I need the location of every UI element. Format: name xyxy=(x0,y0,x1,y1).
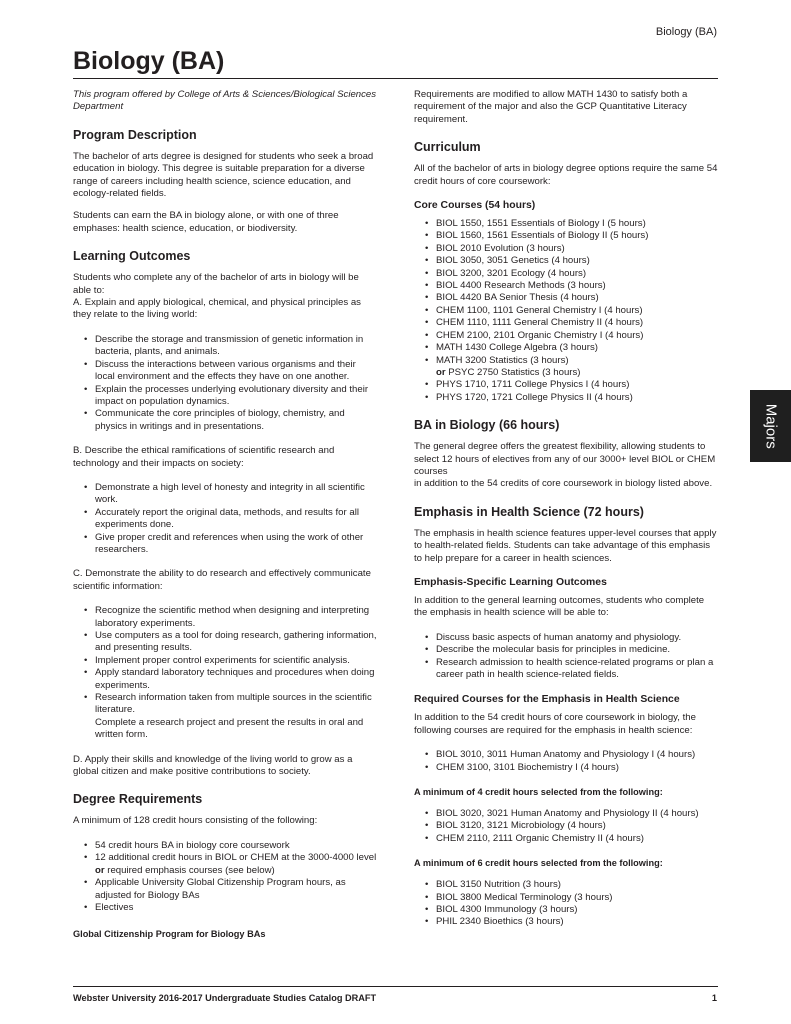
list-item xyxy=(95,852,378,877)
list-item: • Accurately report the original data, methods, and results for all experiments done. xyxy=(95,507,378,532)
outcome-a-heading: A. Explain and apply biological, chemical, and physical principles as they relate to the living world: xyxy=(73,297,361,321)
minimum-4-credits-list xyxy=(414,808,720,845)
majors-side-tab xyxy=(750,390,791,462)
list-item: • Explain the processes underlying evolutionary diversity and their impact on population dynamics. xyxy=(95,384,378,409)
outcome-d-paragraph: D. Apply their skills and knowledge of the living world to grow as a global citizen and make positive contributions to society. xyxy=(73,753,353,778)
course-item: • CHEM 1100, 1101 General Chemistry I (4 hours) xyxy=(436,305,720,317)
list-item: • Discuss basic aspects of human anatomy and physiology. xyxy=(436,632,720,644)
course-item: • CHEM 3100, 3101 Biochemistry I (4 hours) xyxy=(436,762,720,774)
core-courses-heading: Core Courses (54 hours) xyxy=(414,200,536,212)
course-item: • BIOL 3200, 3201 Ecology (4 hours) xyxy=(436,268,720,280)
list-item: • Implement proper control experiments for scientific analysis. xyxy=(95,655,378,667)
required-courses-heading: Required Courses for the Emphasis in Health Science xyxy=(414,694,680,706)
course-item: • BIOL 3010, 3011 Human Anatomy and Physiology I (4 hours) xyxy=(436,749,720,761)
course-item: • CHEM 1110, 1111 General Chemistry II (4 hours) xyxy=(436,317,720,329)
footer-catalog-title: Webster University 2016-2017 Undergraduate Studies Catalog DRAFT xyxy=(73,993,377,1003)
degree-requirements-list xyxy=(73,840,378,914)
course-item: • MATH 1430 College Algebra (3 hours) xyxy=(436,342,720,354)
curriculum-heading: Curriculum xyxy=(414,140,481,155)
or-label: or xyxy=(436,366,446,378)
ba-biology-paragraph: The general degree offers the greatest flexibility, allowing students to select 12 hours of electives from any of our 3000+ level BIOL or CHEM courses xyxy=(414,441,716,477)
footer-divider xyxy=(73,986,718,987)
program-offered-by: This program offered by College of Arts & Sciences/Biological Sciences Department xyxy=(73,89,377,113)
left-column xyxy=(73,89,378,950)
course-item: • BIOL 4300 Immunology (3 hours) xyxy=(436,904,720,916)
program-description-paragraph: The bachelor of arts degree is designed for students who seek a broad education in biology. This degree is suitable preparation for a diverse range of careers including health science, science education, and ecology-related fields. xyxy=(73,150,374,200)
list-item: • Communicate the core principles of biology, chemistry, and physics in writings and in presentations. xyxy=(95,408,378,433)
course-item: • PHIL 2340 Bioethics (3 hours) xyxy=(436,916,720,928)
course-item: • BIOL 3120, 3121 Microbiology (4 hours) xyxy=(436,820,720,832)
degree-requirements-heading: Degree Requirements xyxy=(73,792,203,807)
title-divider xyxy=(73,78,718,79)
required-courses-intro: In addition to the 54 credit hours of core coursework in biology, the following courses are required for the emphasis in health science: xyxy=(414,712,696,736)
curriculum-intro: All of the bachelor of arts in biology degree options require the same 54 credit hours of core coursework: xyxy=(414,163,718,187)
list-item-text: required emphasis courses (see below) xyxy=(104,864,275,876)
health-science-intro: The emphasis in health science features upper-level courses that apply to health-related fields. Students can take advantage of this emphasis to help prepare for a career in health sciences. xyxy=(414,527,717,564)
course-text: MATH 3200 Statistics (3 hours) xyxy=(436,354,569,366)
program-description-heading: Program Description xyxy=(73,127,197,142)
list-item-text: 12 additional credit hours in BIOL or CHEM at the 3000-4000 level xyxy=(95,852,377,864)
course-item: • CHEM 2100, 2101 Organic Chemistry I (4 hours) xyxy=(436,330,720,342)
course-item: • BIOL 4400 Research Methods (3 hours) xyxy=(436,280,720,292)
course-item: • BIOL 1550, 1551 Essentials of Biology I (5 hours) xyxy=(436,218,720,230)
course-item: • BIOL 4420 BA Senior Thesis (4 hours) xyxy=(436,292,720,304)
course-item: • BIOL 1560, 1561 Essentials of Biology II (5 hours) xyxy=(436,230,720,242)
or-label: or xyxy=(95,864,105,876)
list-item: • Discuss the interactions between various organisms and their local environment and the effects they have on one another. xyxy=(95,359,378,384)
course-text: PSYC 2750 Statistics (3 hours) xyxy=(445,366,581,378)
page-number: 1 xyxy=(711,993,717,1003)
health-science-heading: Emphasis in Health Science (72 hours) xyxy=(414,504,644,519)
list-item: • Describe the molecular basis for principles in medicine. xyxy=(436,644,720,656)
course-item: • BIOL 3150 Nutrition (3 hours) xyxy=(436,879,720,891)
list-item: • 54 credit hours BA in biology core coursework xyxy=(95,840,378,852)
course-item: • BIOL 3050, 3051 Genetics (4 hours) xyxy=(436,255,720,267)
course-item: • BIOL 3020, 3021 Human Anatomy and Physiology II (4 hours) xyxy=(436,808,720,820)
list-item: • Demonstrate a high level of honesty and integrity in all scientific work. xyxy=(95,482,378,507)
ba-biology-heading: BA in Biology (66 hours) xyxy=(414,418,560,433)
course-item: • BIOL 3800 Medical Terminology (3 hours) xyxy=(436,892,720,904)
ba-biology-paragraph: in addition to the 54 credits of core coursework in biology listed above. xyxy=(414,478,713,490)
outcome-b-heading: B. Describe the ethical ramifications of scientific research and technology and their impacts on society: xyxy=(73,445,335,469)
outcome-c-heading: C. Demonstrate the ability to do research and effectively communicate scientific information: xyxy=(73,568,371,592)
course-item xyxy=(436,355,720,380)
list-item: • Apply standard laboratory techniques and procedures when doing experiments. xyxy=(95,667,378,692)
minimum-6-credits-list xyxy=(414,879,720,929)
course-item: • PHYS 1710, 1711 College Physics I (4 hours) xyxy=(436,379,720,391)
outcome-a-list xyxy=(73,334,378,433)
list-item: • Give proper credit and references when using the work of other researchers. xyxy=(95,532,378,557)
list-item: • Use computers as a tool for doing research, gathering information, and presenting results. xyxy=(95,630,378,655)
outcome-c-list xyxy=(73,605,378,741)
list-item: • Electives xyxy=(95,902,378,914)
list-item xyxy=(95,692,378,742)
page-title: Biology (BA) xyxy=(73,47,225,75)
required-courses-list xyxy=(414,749,720,774)
right-column xyxy=(414,89,720,941)
learning-outcomes-heading: Learning Outcomes xyxy=(73,249,191,264)
emphasis-outcomes-list xyxy=(414,632,720,682)
gcp-note: Requirements are modified to allow MATH 1430 to satisfy both a requirement of the major and also the GCP Quantitative Literacy requirement. xyxy=(414,89,688,125)
list-item: • Recognize the scientific method when designing and interpreting laboratory experiments. xyxy=(95,605,378,630)
core-courses-list xyxy=(414,218,720,404)
program-description-paragraph: Students can earn the BA in biology alone, or with one of three emphases: health science, education, or biodiversity. xyxy=(73,210,339,234)
course-item: • CHEM 2110, 2111 Organic Chemistry II (4 hours) xyxy=(436,833,720,845)
global-citizenship-heading: Global Citizenship Program for Biology BAs xyxy=(73,929,266,940)
list-item: • Research admission to health science-related programs or plan a career path in health science-related fields. xyxy=(436,657,720,682)
course-item: • BIOL 2010 Evolution (3 hours) xyxy=(436,243,720,255)
emphasis-outcomes-intro: In addition to the general learning outcomes, students who complete the emphasis in health science will be able to: xyxy=(414,594,705,619)
degree-requirements-intro: A minimum of 128 credit hours consisting of the following: xyxy=(73,815,318,827)
list-item: • Describe the storage and transmission of genetic information in bacteria, plants, and animals. xyxy=(95,334,378,359)
list-item-text: Research information taken from multiple sources in the scientific literature. xyxy=(95,692,372,716)
minimum-6-credits-heading: A minimum of 6 credit hours selected from the following: xyxy=(414,858,663,869)
course-item: • PHYS 1720, 1721 College Physics II (4 hours) xyxy=(436,392,720,404)
outcome-b-list xyxy=(73,482,378,556)
minimum-4-credits-heading: A minimum of 4 credit hours selected from the following: xyxy=(414,787,663,798)
side-tab-label: Majors xyxy=(762,403,780,449)
learning-outcomes-intro: Students who complete any of the bachelor of arts in biology will be able to: xyxy=(73,272,359,296)
emphasis-outcomes-heading: Emphasis-Specific Learning Outcomes xyxy=(414,576,607,588)
list-item: • Applicable University Global Citizenship Program hours, as adjusted for Biology BAs xyxy=(95,877,378,902)
running-head: Biology (BA) xyxy=(655,26,717,38)
list-item-continuation: Complete a research project and present the results in oral and written form. xyxy=(95,716,364,741)
